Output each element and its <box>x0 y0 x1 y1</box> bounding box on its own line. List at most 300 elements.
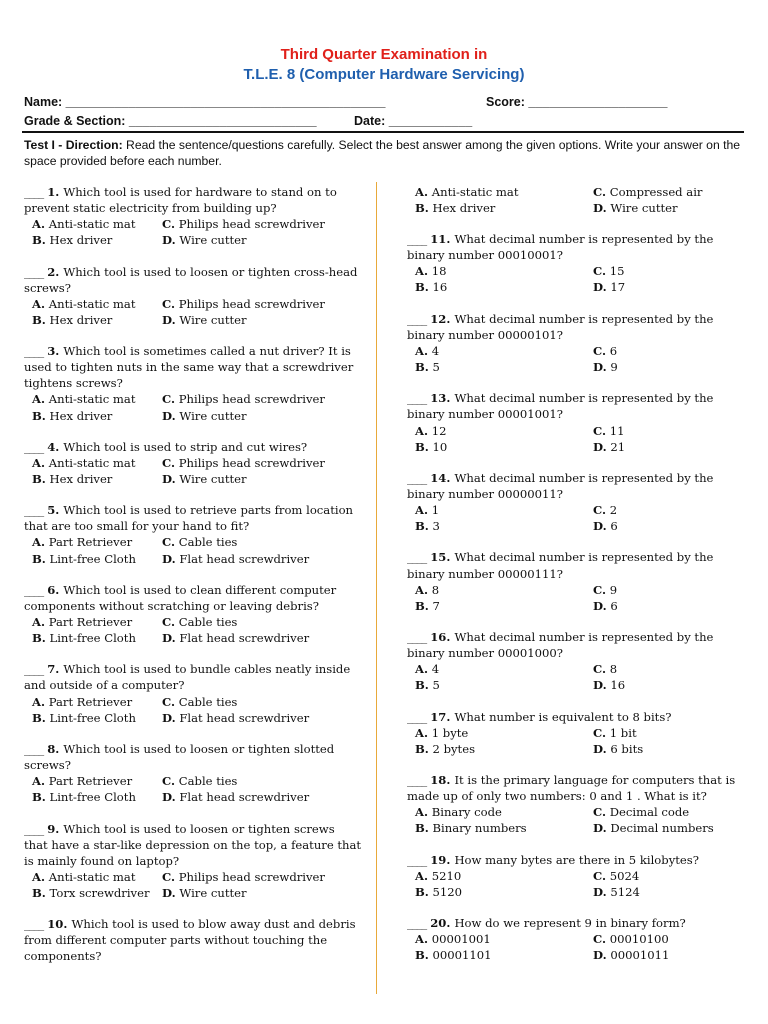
answer-blank[interactable]: ____ <box>24 917 44 932</box>
answer-options <box>24 614 362 646</box>
answer-option <box>32 534 162 550</box>
answer-blank[interactable]: ____ <box>407 630 427 644</box>
option-text: 6 <box>606 519 618 534</box>
answer-blank[interactable]: ____ <box>24 741 44 756</box>
question-item <box>407 311 745 375</box>
answer-option <box>593 884 745 900</box>
question-text: Which tool is used to blow away dust and debris from different computer parts without touching the components? <box>24 917 356 964</box>
option-letter: D. <box>162 551 176 566</box>
option-text: Binary code <box>428 805 502 820</box>
answer-option <box>593 677 745 693</box>
option-text: Hex driver <box>45 233 113 248</box>
option-text: 4 <box>428 343 440 358</box>
option-letter: A. <box>415 343 429 358</box>
option-text: Lint-free Cloth <box>45 710 136 725</box>
option-letter: C. <box>162 774 176 789</box>
option-text: 11 <box>606 423 625 438</box>
answer-option <box>162 885 362 901</box>
answer-option <box>162 773 362 789</box>
answer-option <box>415 502 593 518</box>
option-letter: A. <box>32 217 46 232</box>
test-label: Test I - Direction: <box>24 138 123 152</box>
answer-option <box>593 804 745 820</box>
question-stem <box>407 390 745 422</box>
answer-options <box>407 263 745 295</box>
option-letter: D. <box>162 312 176 327</box>
question-text: Which tool is used to loosen or tighten screws that have a star-like depression on the top, a feature that is mainly found on laptop? <box>24 821 362 868</box>
answer-option <box>162 455 362 471</box>
option-text: 2 <box>606 503 618 518</box>
answer-option <box>593 279 745 295</box>
answer-option <box>593 343 745 359</box>
answer-option <box>162 534 362 550</box>
question-number: 5. <box>43 503 64 518</box>
option-letter: A. <box>32 455 46 470</box>
option-letter: C. <box>593 582 607 597</box>
option-text: Philips head screwdriver <box>175 455 325 470</box>
option-text: 2 bytes <box>428 741 476 756</box>
option-text: Cable ties <box>175 615 238 629</box>
answer-option <box>593 518 745 534</box>
question-text: Which tool is used to retrieve parts from location that are too small for your hand to fit? <box>24 503 354 534</box>
option-letter: A. <box>32 615 46 629</box>
answer-option <box>593 502 745 518</box>
answer-option <box>415 359 593 375</box>
question-number: 14. <box>426 470 455 485</box>
answer-options <box>24 296 362 328</box>
answer-option <box>415 279 593 295</box>
option-letter: A. <box>32 869 46 884</box>
option-text: Lint-free Cloth <box>45 790 136 805</box>
answer-option <box>593 820 745 836</box>
answer-option <box>593 947 745 963</box>
option-letter: D. <box>593 360 607 375</box>
question-number: 3. <box>43 344 64 359</box>
option-letter: B. <box>415 741 429 756</box>
option-text: Flat head screwdriver <box>175 710 310 725</box>
column-divider <box>376 182 377 994</box>
question-item <box>24 582 362 646</box>
answer-blank[interactable]: ____ <box>407 916 427 931</box>
answer-option <box>162 471 362 487</box>
option-text: Binary numbers <box>428 821 527 836</box>
option-letter: A. <box>415 805 429 820</box>
option-text: 8 <box>606 662 618 677</box>
option-text: Compressed air <box>606 185 703 199</box>
answer-options <box>407 725 745 757</box>
answer-options <box>24 534 362 566</box>
option-text: Wire cutter <box>175 312 247 327</box>
option-letter: C. <box>162 392 176 407</box>
question-item <box>407 915 745 963</box>
option-letter: B. <box>32 408 46 423</box>
option-letter: C. <box>162 535 176 550</box>
answer-option <box>32 694 162 710</box>
question-item <box>24 502 362 566</box>
answer-option <box>162 551 362 567</box>
question-text: What decimal number is represented by the binary number 00000111? <box>407 550 714 581</box>
option-text: 10 <box>428 439 448 454</box>
option-letter: C. <box>593 423 607 438</box>
option-letter: A. <box>415 932 429 947</box>
question-number: 1. <box>43 185 64 199</box>
option-text: 4 <box>428 662 440 677</box>
question-text: Which tool is used to strip and cut wires? <box>63 439 308 454</box>
right-column <box>407 184 745 979</box>
option-text: Anti-static mat <box>45 392 136 407</box>
question-text: Which tool is sometimes called a nut driver? It is used to tighten nuts in the same way that a screwdriver tightens screws? <box>24 344 354 391</box>
option-letter: A. <box>415 725 429 740</box>
question-text: Which tool is used to clean different computer components without scratching or leaving debris? <box>24 582 337 613</box>
option-letter: A. <box>32 774 46 789</box>
option-text: Decimal code <box>606 805 690 820</box>
option-text: 6 <box>606 598 618 613</box>
option-text: 00001011 <box>606 948 670 963</box>
answer-blank[interactable]: ____ <box>407 311 427 326</box>
answer-option <box>593 423 745 439</box>
option-text: Cable ties <box>175 694 238 709</box>
answer-option <box>162 694 362 710</box>
option-letter: D. <box>162 790 176 805</box>
answer-option <box>32 232 162 248</box>
option-text: Flat head screwdriver <box>175 631 310 646</box>
option-letter: D. <box>593 201 607 216</box>
question-text: Which tool is used to loosen or tighten slotted screws? <box>24 741 335 773</box>
question-stem <box>24 661 362 693</box>
option-letter: B. <box>32 790 46 805</box>
question-number: 7. <box>43 662 64 677</box>
answer-option <box>593 359 745 375</box>
date-field[interactable]: Date: ____________ <box>354 114 473 128</box>
exam-title: Third Quarter Examination in <box>280 46 488 63</box>
question-stem <box>407 549 745 581</box>
test-instruction: Read the sentence/questions carefully. Select the best answer among the given options. Write your answer on the space provided before each number. <box>24 138 741 168</box>
option-letter: C. <box>593 264 607 279</box>
answer-blank[interactable]: ____ <box>24 344 44 359</box>
question-text: Which tool is used to loosen or tighten cross-head screws? <box>24 264 358 295</box>
answer-blank[interactable]: ____ <box>407 232 427 247</box>
option-letter: D. <box>162 408 176 423</box>
answer-option <box>415 820 593 836</box>
answer-options <box>407 804 745 836</box>
answer-option <box>415 439 593 455</box>
option-letter: B. <box>415 678 429 693</box>
option-text: 5210 <box>428 868 462 883</box>
option-letter: B. <box>32 471 46 486</box>
answer-options <box>24 694 362 726</box>
question-text: Which tool is used to bundle cables neatly inside and outside of a computer? <box>24 662 351 693</box>
question-number: 11. <box>426 232 455 247</box>
option-letter: C. <box>593 503 607 518</box>
answer-option <box>415 518 593 534</box>
answer-option <box>162 232 362 248</box>
answer-option <box>415 343 593 359</box>
answer-blank[interactable]: ____ <box>407 470 427 485</box>
answer-options <box>407 502 745 534</box>
question-item <box>24 741 362 805</box>
option-letter: D. <box>162 710 176 725</box>
answer-options <box>407 868 745 900</box>
question-item <box>24 343 362 423</box>
answer-option <box>32 296 162 312</box>
answer-blank[interactable]: ____ <box>24 264 44 279</box>
answer-blank[interactable]: ____ <box>407 773 427 788</box>
option-letter: A. <box>415 185 429 199</box>
answer-option <box>593 931 745 947</box>
option-text: 8 <box>428 582 440 597</box>
question-item <box>407 231 745 295</box>
question-text: Which tool is used for hardware to stand on to prevent static electricity from building up? <box>24 185 337 216</box>
answer-blank[interactable]: ____ <box>407 550 427 565</box>
option-letter: B. <box>32 710 46 725</box>
option-letter: B. <box>32 631 46 646</box>
option-text: 00001001 <box>428 932 491 947</box>
option-text: 00010100 <box>606 932 669 947</box>
option-letter: B. <box>32 312 46 327</box>
answer-options <box>407 661 745 693</box>
question-item <box>24 184 362 248</box>
question-number: 17. <box>426 709 455 724</box>
question-item <box>407 470 745 534</box>
option-text: Flat head screwdriver <box>175 551 310 566</box>
option-letter: A. <box>415 868 429 883</box>
option-text: Flat head screwdriver <box>175 790 310 805</box>
option-text: Anti-static mat <box>45 455 136 470</box>
answer-option <box>162 789 362 805</box>
option-letter: C. <box>593 805 607 820</box>
option-text: 12 <box>428 423 447 438</box>
option-letter: B. <box>415 948 429 963</box>
answer-option <box>593 661 745 677</box>
question-text: What decimal number is represented by the binary number 00000101? <box>407 311 714 342</box>
answer-options <box>407 423 745 455</box>
option-letter: D. <box>162 885 176 900</box>
option-letter: D. <box>593 519 607 534</box>
question-stem <box>407 311 745 343</box>
option-text: Philips head screwdriver <box>175 296 325 311</box>
answer-option <box>32 773 162 789</box>
question-text: What number is equivalent to 8 bits? <box>454 709 672 724</box>
answer-option <box>32 312 162 328</box>
option-text: Decimal numbers <box>606 821 714 836</box>
answer-option <box>415 868 593 884</box>
answer-option <box>593 184 745 200</box>
answer-blank[interactable]: ____ <box>407 852 427 867</box>
option-letter: B. <box>32 551 46 566</box>
question-text: What decimal number is represented by the binary number 00001000? <box>407 630 714 661</box>
answer-options <box>407 184 745 216</box>
option-text: Wire cutter <box>175 408 247 423</box>
option-text: Anti-static mat <box>45 296 136 311</box>
answer-options <box>407 931 745 963</box>
option-letter: A. <box>415 264 429 279</box>
answer-blank[interactable]: ____ <box>407 709 427 724</box>
answer-blank[interactable]: ____ <box>24 185 44 199</box>
option-text: Philips head screwdriver <box>175 217 325 232</box>
option-letter: A. <box>32 296 46 311</box>
question-item <box>24 264 362 328</box>
option-text: Philips head screwdriver <box>175 392 325 407</box>
option-letter: B. <box>415 280 429 295</box>
answer-blank[interactable]: ____ <box>24 582 44 597</box>
question-number: 2. <box>43 264 64 279</box>
question-text: What decimal number is represented by the binary number 00001001? <box>407 391 714 422</box>
option-text: Anti-static mat <box>45 217 136 232</box>
answer-option <box>593 598 745 614</box>
answer-option <box>415 184 593 200</box>
option-text: Philips head screwdriver <box>175 869 325 884</box>
option-text: 18 <box>428 264 447 279</box>
option-letter: A. <box>415 503 429 518</box>
option-letter: D. <box>162 233 176 248</box>
option-text: Anti-static mat <box>428 185 519 199</box>
answer-option <box>162 614 362 630</box>
option-letter: B. <box>415 598 429 613</box>
answer-options <box>24 455 362 487</box>
question-text: What decimal number is represented by the binary number 00010001? <box>407 232 714 263</box>
left-column <box>24 184 362 980</box>
option-text: 17 <box>606 280 626 295</box>
test-direction <box>24 137 744 169</box>
option-text: Anti-static mat <box>45 869 136 884</box>
question-number: 10. <box>43 917 72 932</box>
question-text: What decimal number is represented by the binary number 00000011? <box>407 470 714 501</box>
answer-blank[interactable]: ____ <box>24 503 44 518</box>
question-stem <box>407 915 745 931</box>
answer-option <box>415 741 593 757</box>
option-text: Cable ties <box>175 535 238 550</box>
question-number: 9. <box>43 821 64 836</box>
answer-blank[interactable]: ____ <box>24 821 44 836</box>
answer-blank[interactable]: ____ <box>407 391 427 406</box>
answer-option <box>32 216 162 232</box>
answer-options <box>24 773 362 805</box>
option-text: Hex driver <box>428 201 496 216</box>
question-stem <box>407 231 745 263</box>
question-item <box>24 916 362 964</box>
option-letter: B. <box>415 439 429 454</box>
option-letter: C. <box>162 455 176 470</box>
answer-option <box>162 296 362 312</box>
option-text: Wire cutter <box>175 233 247 248</box>
answer-option <box>162 312 362 328</box>
answer-option <box>593 439 745 455</box>
question-number: 4. <box>43 439 64 454</box>
option-text: Part Retriever <box>45 535 133 550</box>
answer-blank[interactable]: ____ <box>24 662 44 677</box>
answer-option <box>32 789 162 805</box>
answer-option <box>415 263 593 279</box>
name-field[interactable]: Name: ______________________________________________ <box>24 95 386 109</box>
option-letter: A. <box>32 535 46 550</box>
question-text: How do we represent 9 in binary form? <box>454 916 686 931</box>
option-letter: D. <box>593 741 607 756</box>
option-text: 15 <box>606 264 625 279</box>
answer-option <box>162 391 362 407</box>
option-text: Wire cutter <box>175 885 247 900</box>
option-letter: B. <box>32 233 46 248</box>
question-stem <box>24 264 362 296</box>
option-text: 21 <box>606 439 626 454</box>
answer-option <box>32 630 162 646</box>
question-stem <box>24 582 362 614</box>
option-letter: C. <box>162 296 176 311</box>
answer-option <box>593 725 745 741</box>
option-letter: D. <box>162 631 176 646</box>
question-stem <box>407 470 745 502</box>
score-field[interactable]: Score: ____________________ <box>486 95 668 109</box>
option-letter: C. <box>593 343 607 358</box>
answer-option <box>415 661 593 677</box>
option-text: Wire cutter <box>175 471 247 486</box>
question-number: 13. <box>426 391 455 406</box>
question-item <box>24 661 362 725</box>
answer-option <box>415 884 593 900</box>
question-item <box>407 629 745 693</box>
option-text: 1 byte <box>428 725 469 740</box>
question-item <box>407 390 745 454</box>
option-text: 16 <box>606 678 626 693</box>
question-number: 19. <box>426 852 455 867</box>
option-text: 1 bit <box>606 725 637 740</box>
option-text: Hex driver <box>45 471 113 486</box>
answer-option <box>162 630 362 646</box>
option-letter: C. <box>593 868 607 883</box>
option-text: 5 <box>428 360 440 375</box>
option-text: 6 <box>606 343 618 358</box>
answer-blank[interactable]: ____ <box>24 439 44 454</box>
question-number: 15. <box>426 550 455 565</box>
question-item <box>407 772 745 836</box>
answer-options <box>24 869 362 901</box>
option-letter: C. <box>593 185 607 199</box>
question-stem <box>24 821 362 869</box>
question-stem <box>407 852 745 868</box>
question-stem <box>407 772 745 804</box>
answer-option <box>593 868 745 884</box>
option-text: 9 <box>606 582 618 597</box>
option-letter: C. <box>593 932 607 947</box>
question-stem <box>407 709 745 725</box>
answer-option <box>162 710 362 726</box>
option-letter: D. <box>593 439 607 454</box>
answer-option <box>32 869 162 885</box>
option-letter: B. <box>415 201 429 216</box>
question-stem <box>24 502 362 534</box>
grade-section-field[interactable]: Grade & Section: ___________________________ <box>24 114 317 128</box>
answer-option <box>593 263 745 279</box>
question-number: 12. <box>426 311 455 326</box>
option-text: 3 <box>428 519 440 534</box>
answer-option <box>32 455 162 471</box>
question-item <box>407 549 745 613</box>
option-letter: D. <box>593 280 607 295</box>
question-stem <box>24 184 362 216</box>
question-text: It is the primary language for computers that is made up of only two numbers: 0 and 1 . What is it? <box>407 773 736 804</box>
option-letter: D. <box>593 678 607 693</box>
option-letter: D. <box>593 821 607 836</box>
question-item <box>24 439 362 487</box>
option-text: Part Retriever <box>45 694 133 709</box>
option-text: Hex driver <box>45 408 113 423</box>
question-number: 20. <box>426 916 455 931</box>
option-text: 5124 <box>606 884 640 899</box>
option-letter: B. <box>415 519 429 534</box>
option-letter: B. <box>415 821 429 836</box>
option-text: 16 <box>428 280 448 295</box>
option-letter: D. <box>593 884 607 899</box>
answer-option <box>415 598 593 614</box>
